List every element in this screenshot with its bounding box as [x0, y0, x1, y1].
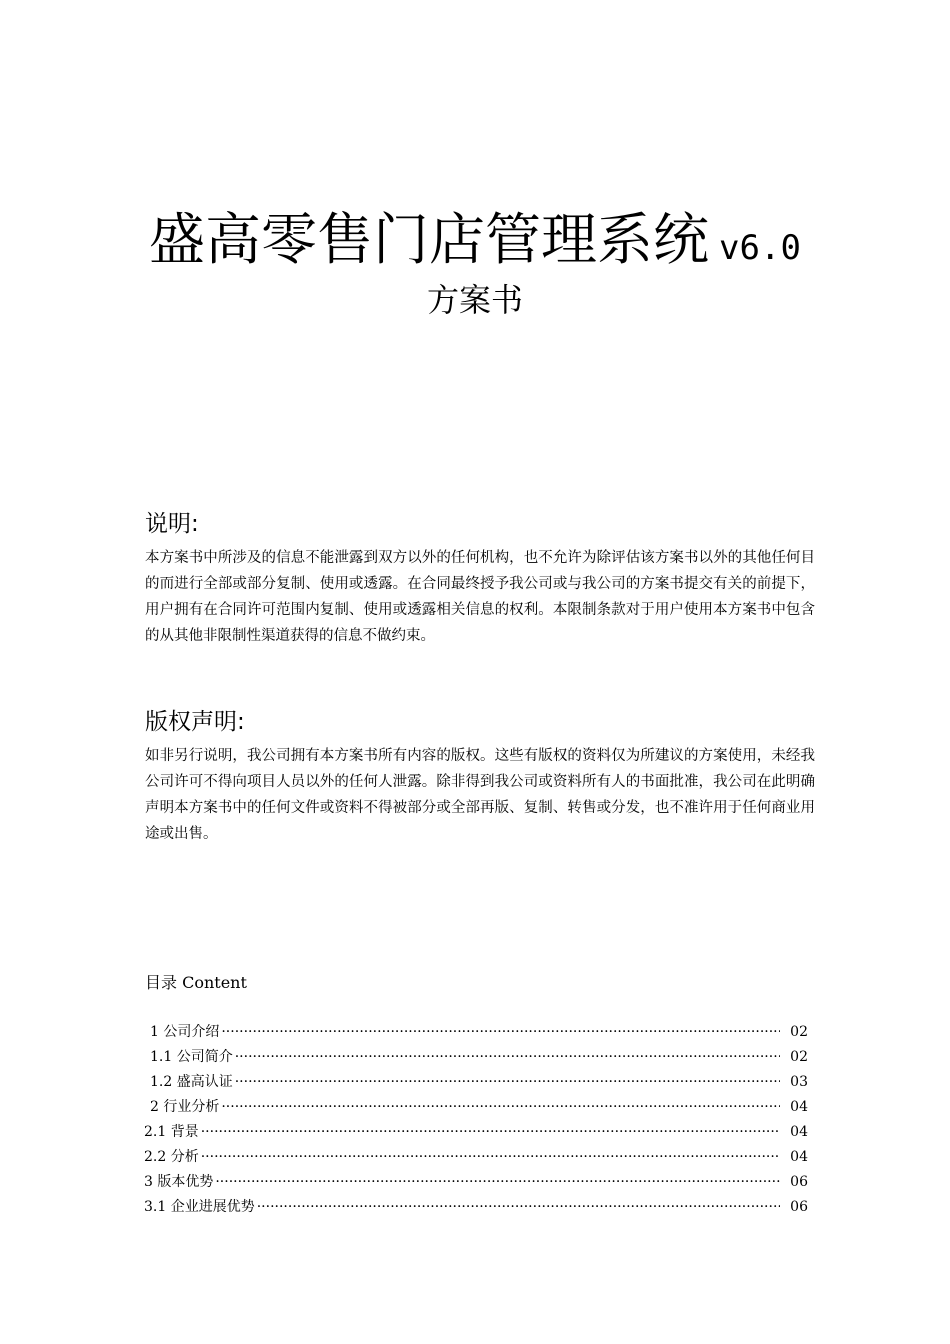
toc-entry-page: 03	[790, 1074, 808, 1090]
toc-leader-dots	[201, 1145, 780, 1170]
toc-entry-label: 2.1 背景	[144, 1124, 199, 1140]
toc-entry-label: 1 公司介绍	[150, 1024, 220, 1040]
toc-entry-label: 3.1 企业进展优势	[144, 1199, 255, 1215]
toc-leader-dots	[235, 1045, 780, 1070]
table-of-contents	[144, 1020, 808, 1220]
toc-entry[interactable]	[144, 1020, 808, 1045]
toc-entry-page: 04	[790, 1099, 808, 1115]
toc-entry-page: 04	[790, 1149, 808, 1165]
note-body: 本方案书中所涉及的信息不能泄露到双方以外的任何机构，也不允许为除评估该方案书以外的其他任何目的而进行全部或部分复制、使用或透露。在合同最终授予我公司或与我公司的方案书提交有关的前提下，用户拥有在合同许可范围内复制、使用或透露相关信息的权利。本限制条款对于用户使用本方案书中包含的从其他非限制性渠道获得的信息不做约束。	[145, 550, 815, 644]
toc-entry-label: 3 版本优势	[144, 1174, 214, 1190]
toc-entry-label: 1.1 公司简介	[150, 1049, 233, 1065]
toc-title: 目录 Content	[145, 973, 247, 992]
toc-entry-page: 02	[790, 1049, 808, 1065]
toc-leader-dots	[201, 1120, 780, 1145]
toc-leader-dots	[221, 1095, 780, 1120]
toc-entry[interactable]	[144, 1070, 808, 1095]
toc-entry[interactable]	[144, 1045, 808, 1070]
document-title-text: 盛高零售门店管理系统	[149, 208, 710, 273]
toc-entry[interactable]	[144, 1195, 808, 1220]
toc-entry-page: 06	[790, 1174, 808, 1190]
toc-leader-dots	[235, 1070, 780, 1095]
toc-entry[interactable]	[144, 1095, 808, 1120]
toc-entry-label: 2 行业分析	[150, 1099, 220, 1115]
toc-entry[interactable]	[144, 1170, 808, 1195]
toc-leader-dots	[221, 1020, 780, 1045]
toc-entry-page: 06	[790, 1199, 808, 1215]
copyright-heading: 版权声明:	[145, 709, 245, 735]
toc-entry-page: 02	[790, 1024, 808, 1040]
note-heading: 说明:	[145, 511, 199, 537]
toc-entry-label: 1.2 盛高认证	[150, 1074, 233, 1090]
toc-entry[interactable]	[144, 1120, 808, 1145]
document-title	[0, 205, 950, 284]
toc-leader-dots	[257, 1195, 780, 1220]
document-version: v6.0	[719, 228, 801, 268]
toc-entry-page: 04	[790, 1124, 808, 1140]
toc-entry[interactable]	[144, 1145, 808, 1170]
document-subtitle: 方案书	[426, 281, 523, 319]
toc-leader-dots	[215, 1170, 780, 1195]
toc-entry-label: 2.2 分析	[144, 1149, 199, 1165]
copyright-body: 如非另行说明，我公司拥有本方案书所有内容的版权。这些有版权的资料仅为所建议的方案使用，未经我公司许可不得向项目人员以外的任何人泄露。除非得到我公司或资料所有人的书面批准，我公司在此明确声明本方案书中的任何文件或资料不得被部分或全部再版、复制、转售或分发，也不准许用于任何商业用途或出售。	[145, 748, 815, 842]
